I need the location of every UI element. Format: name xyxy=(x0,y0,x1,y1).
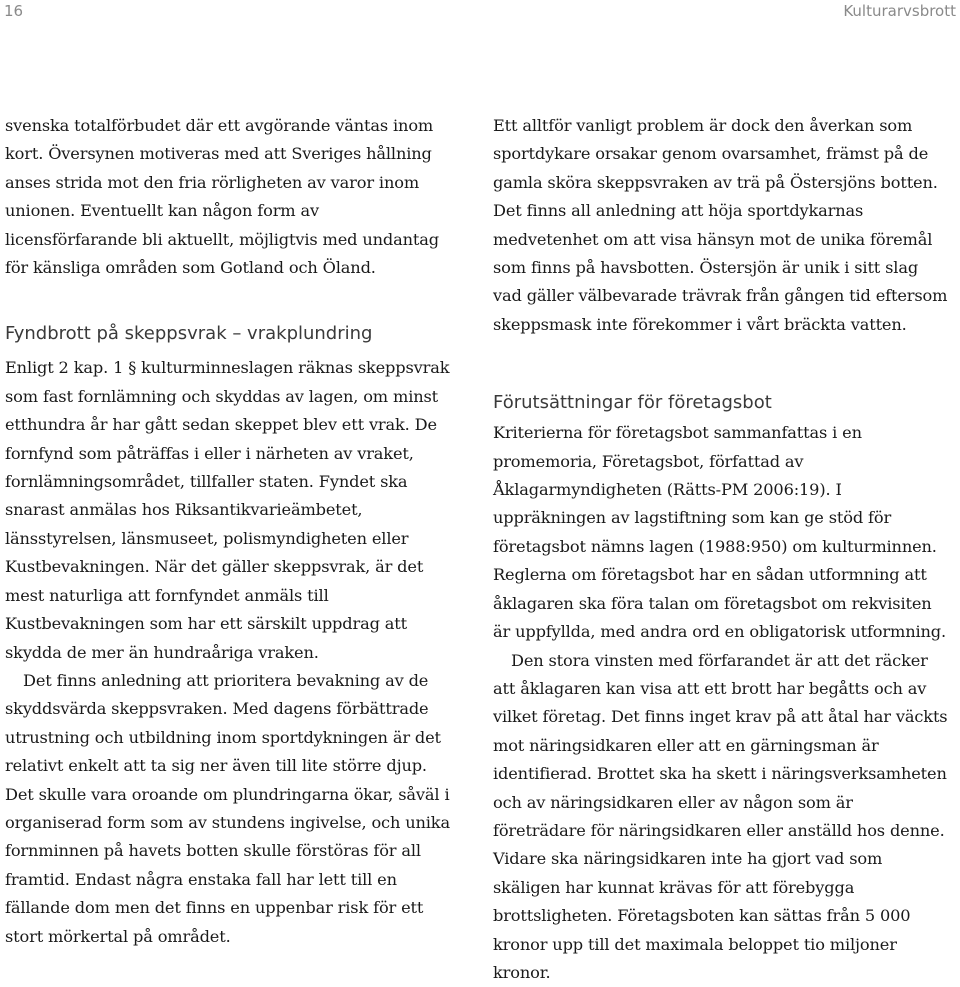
right-column xyxy=(493,112,948,987)
right-paragraph-3: Den stora vinsten med förfarandet är att det räcker att åklagaren kan visa att ett brott har begåtts och av vilket företag. Det finns inget krav på att åtal har väckts mot näringsidkaren eller att en gärningsman är identifierad. Brottet ska ha skett i näringsverksamheten och av näringsidkaren eller av någon som är företrädare för näringsidkaren eller anställd hos denne. Vidare ska näringsidkaren inte ha gjort vad som skäligen har kunnat krävas för att förebygga brottsligheten. Företagsboten kan sättas från 5 000 kronor upp till det maximala beloppet tio miljoner kronor. xyxy=(493,647,948,987)
left-column xyxy=(5,112,455,951)
right-paragraph-1: Ett alltför vanligt problem är dock den åverkan som sportdykare orsakar genom ovarsamhet, främst på de gamla sköra skeppsvraken av trä på Östersjöns botten. Det finns all anledning att höja sportdykarnas medvetenhet om att visa hänsyn mot de unika föremål som finns på havsbotten. Östersjön är unik i sitt slag vad gäller välbevarade trävrak från gången tid eftersom skeppsmask inte förekommer i vårt bräckta vatten. xyxy=(493,112,948,339)
section-heading-foretagsbot: Förutsättningar för företagsbot xyxy=(493,389,948,417)
section-heading-vrakplundring: Fyndbrott på skeppsvrak – vrakplundring xyxy=(5,320,455,348)
left-paragraph-1: svenska totalförbudet där ett avgörande väntas inom kort. Översynen motiveras med att Sveriges hållning anses strida mot den fria rörligheten av varor inom unionen. Eventuellt kan någon form av licensförfarande bli aktuellt, möjligtvis med undantag för känsliga områden som Gotland och Öland. xyxy=(5,112,455,282)
running-header-title: Kulturarvsbrott xyxy=(843,2,956,20)
left-paragraph-3: Det finns anledning att prioritera bevakning av de skyddsvärda skeppsvraken. Med dagens förbättrade utrustning och utbildning inom sportdykningen är det relativt enkelt att ta sig ner även till lite större djup. Det skulle vara oroande om plundringarna ökar, såväl i organiserad form som av stundens ingivelse, och unika fornminnen på havets botten skulle förstöras för all framtid. Endast några enstaka fall har lett till en fällande dom men det finns en uppenbar risk för ett stort mörkertal på området. xyxy=(5,667,455,951)
page-number: 16 xyxy=(4,2,23,20)
left-paragraph-2: Enligt 2 kap. 1 § kulturminneslagen räknas skeppsvrak som fast fornlämning och skyddas av lagen, om minst etthundra år har gått sedan skeppet blev ett vrak. De fornfynd som påträffas i eller i närheten av vraket, fornlämningsområdet, tillfaller staten. Fyndet ska snarast anmälas hos Riksantikvarieämbetet, länsstyrelsen, länsmuseet, polismyndigheten eller Kustbevakningen. När det gäller skeppsvrak, är det mest naturliga att fornfyndet anmäls till Kustbevakningen som har ett särskilt uppdrag att skydda de mer än hundraåriga vraken. xyxy=(5,354,455,666)
right-paragraph-2: Kriterierna för företagsbot sammanfattas i en promemoria, Företagsbot, författad av Åklagarmyndigheten (Rätts-PM 2006:19). I uppräkningen av lagstiftning som kan ge stöd för företagsbot nämns lagen (1988:950) om kulturminnen. Reglerna om företagsbot har en sådan utformning att åklagaren ska föra talan om företagsbot om rekvisiten är uppfyllda, med andra ord en obligatorisk utformning. xyxy=(493,419,948,646)
